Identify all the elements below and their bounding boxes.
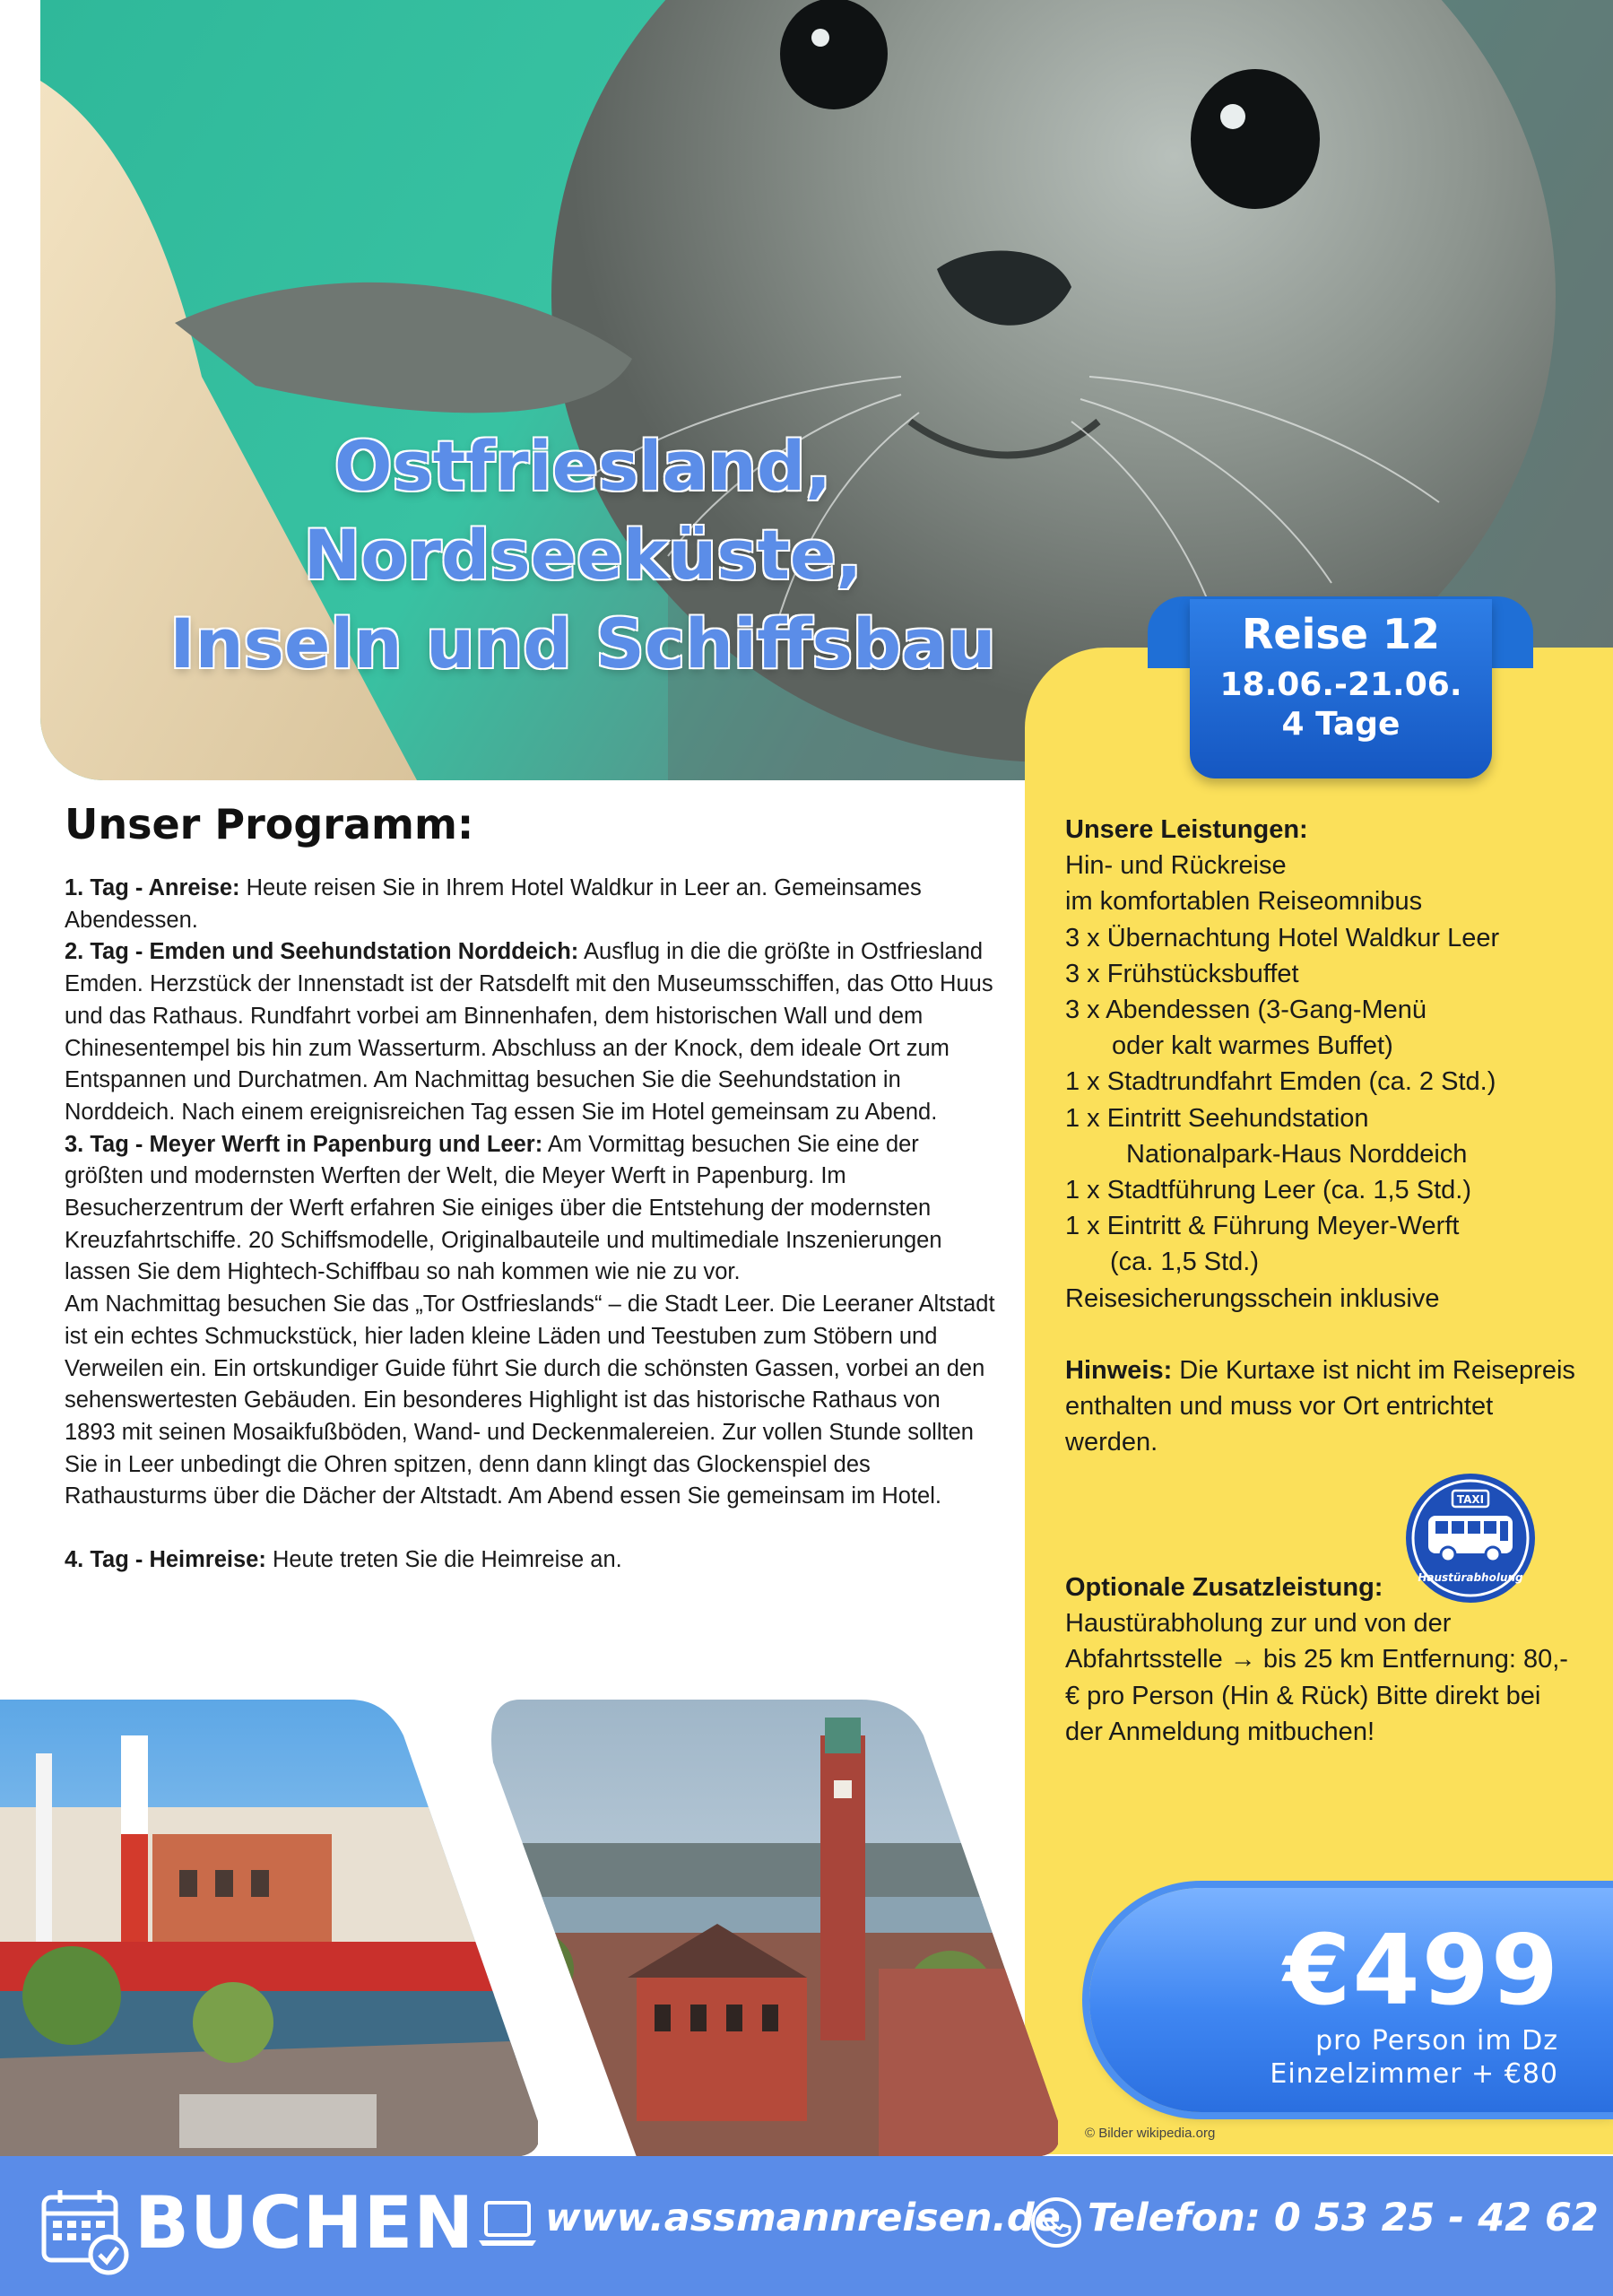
trip-duration: 4 Tage	[1281, 706, 1401, 743]
laptop-icon	[477, 2199, 538, 2249]
trip-badge	[1190, 599, 1492, 778]
photo-emden-harbour	[0, 1700, 538, 2157]
day4-text: Heute treten Sie die Heimreise an.	[265, 1547, 622, 1573]
service-item: 3 x Abendessen (3-Gang-Menü	[1065, 996, 1427, 1025]
trip-number: Reise 12	[1242, 610, 1440, 658]
service-item: im komfortablen Reiseomnibus	[1065, 887, 1423, 917]
phone-icon	[1029, 2196, 1083, 2249]
day3-afternoon: Am Nachmittag besuchen Sie das „Tor Ostfrieslands“ – die Stadt Leer. Die Leeraner Altstadt ist ein echtes Schmuckstück, hier laden kleine Läden und Teestuben zum Stöbern und Verweilen ein. Ein ortskundiger Guide führt Sie durch die schönsten Gassen, vorbei an den sehenswertesten Gebäuden. Ein besonderes Highlight ist das historische Rathaus von 1893 mit seinen Mosaikfußböden, Wand- und Deckenmalereien. Zur vollen Stunde sollten Sie in Leer unbedingt die Ohren spitzen, denn dann klingt das Glockenspiel des Rathausturms über die Dächer der Altstadt. Am Abend essen Sie gemeinsam im Hotel.	[65, 1292, 995, 1509]
title-line-1: Ostfriesland,	[334, 426, 832, 506]
service-item: 1 x Stadtführung Leer (ca. 1,5 Std.)	[1065, 1176, 1471, 1205]
day4-label: 4. Tag - Heimreise:	[65, 1547, 266, 1573]
day2-label: 2. Tag - Emden und Seehundstation Norddeich:	[65, 939, 579, 965]
seal-eye-left	[780, 0, 888, 109]
footer-bar	[0, 2156, 1613, 2296]
price-single-room: Einzelzimmer + €80	[1270, 2058, 1558, 2090]
service-item: Hin- und Rückreise	[1065, 851, 1287, 881]
price-box	[1089, 1888, 1613, 2112]
service-item: 1 x Eintritt Seehundstation	[1065, 1103, 1369, 1133]
price-per-person: pro Person im Dz	[1315, 2025, 1558, 2057]
optional-text: Haustürabholung zur und von der Abfahrtsstelle → bis 25 km Entfernung: 80,- € pro Person (Hin & Rück) Bitte direkt bei der Anmeldung mitbuchen!	[1065, 1609, 1568, 1746]
service-item: 1 x Stadtrundfahrt Emden (ca. 2 Std.)	[1065, 1067, 1496, 1097]
trip-dates: 18.06.-21.06.	[1219, 666, 1462, 703]
day1	[65, 873, 997, 936]
image-credit: © Bilder wikipedia.org	[1085, 2126, 1216, 2141]
photo-leer-town	[484, 1700, 1058, 2157]
day4	[65, 1544, 997, 1577]
service-item: oder kalt warmes Buffet)	[1112, 1031, 1393, 1061]
day1-label: 1. Tag - Anreise:	[65, 875, 240, 900]
optional-heading: Optionale Zusatzleistung:	[1065, 1573, 1383, 1602]
day1-text: Heute reisen Sie in Ihrem Hotel Waldkur in Leer an. Gemeinsames Abendessen.	[65, 875, 922, 933]
day3-label: 3. Tag - Meyer Werft in Papenburg und Leer:	[65, 1131, 543, 1157]
price-amount: €499	[1283, 1915, 1560, 2027]
program-text	[65, 873, 997, 1577]
hinweis-label: Hinweis:	[1065, 1355, 1173, 1385]
title-line-2: Nordseeküste,	[303, 515, 863, 595]
day2	[65, 936, 997, 1128]
services-heading: Unsere Leistungen:	[1065, 815, 1308, 844]
book-button[interactable]: BUCHEN	[134, 2181, 475, 2265]
day2-text: Ausflug in die die größte in Ostfriesland Emden. Herzstück der Innenstadt ist der Ratsdelft mit den Museumsschiffen, das Otto Huus und das Rathaus. Rundfahrt vorbei am Binnenhafen, dem historischen Wall und dem Chinesentempel bis hin zum Wasserturm. Abschluss an der Knock, dem ideale Ort zum Entspannen und Durchatmen. Am Nachmittag besuchen Sie die Seehundstation in Norddeich. Nach einem ereignisreichen Tag essen Sie im Hotel gemeinsam zu Abend.	[65, 939, 993, 1125]
haustuer-label: Haustürabholung	[1418, 1571, 1523, 1584]
service-item: Nationalpark-Haus Norddeich	[1126, 1139, 1468, 1169]
phone-number[interactable]: Telefon: 0 53 25 - 42 62	[1088, 2196, 1599, 2240]
service-item: 3 x Frühstücksbuffet	[1065, 959, 1299, 988]
hero-title	[112, 422, 1054, 688]
website-link[interactable]: www.assmannreisen.de	[545, 2196, 1061, 2240]
day3	[65, 1129, 997, 1290]
service-item: 3 x Übernachtung Hotel Waldkur Leer	[1065, 923, 1500, 952]
service-item: 1 x Eintritt & Führung Meyer-Werft	[1065, 1212, 1460, 1241]
program-heading: Unser Programm:	[65, 800, 474, 848]
taxi-label: TAXI	[1456, 1493, 1485, 1506]
seal-eye-right	[1191, 69, 1320, 209]
optional-service	[1065, 1570, 1585, 1750]
hinweis-text: Die Kurtaxe ist nicht im Reisepreis enthalten und muss vor Ort entrichtet werden.	[1065, 1355, 1575, 1457]
calendar-icon	[40, 2187, 130, 2276]
services-list	[1065, 812, 1585, 1460]
service-item: (ca. 1,5 Std.)	[1110, 1248, 1260, 1277]
hinweis	[1065, 1352, 1585, 1461]
service-item: Reisesicherungsschein inklusive	[1065, 1283, 1440, 1313]
title-line-3: Inseln und Schiffsbau	[169, 604, 996, 683]
day3-text: Am Vormittag besuchen Sie eine der größten und modernsten Werften der Welt, die Meyer Werft in Papenburg. Im Besucherzentrum der Werft erfahren Sie einiges über die Entstehung der modernsten Kreuzfahrtschiffe. 20 Schiffsmodelle, Originalbauteile und multimediale Inszenierungen lassen Sie dem Hightech-Schiffbau so nah kommen wie nie zu vor.	[65, 1131, 942, 1285]
